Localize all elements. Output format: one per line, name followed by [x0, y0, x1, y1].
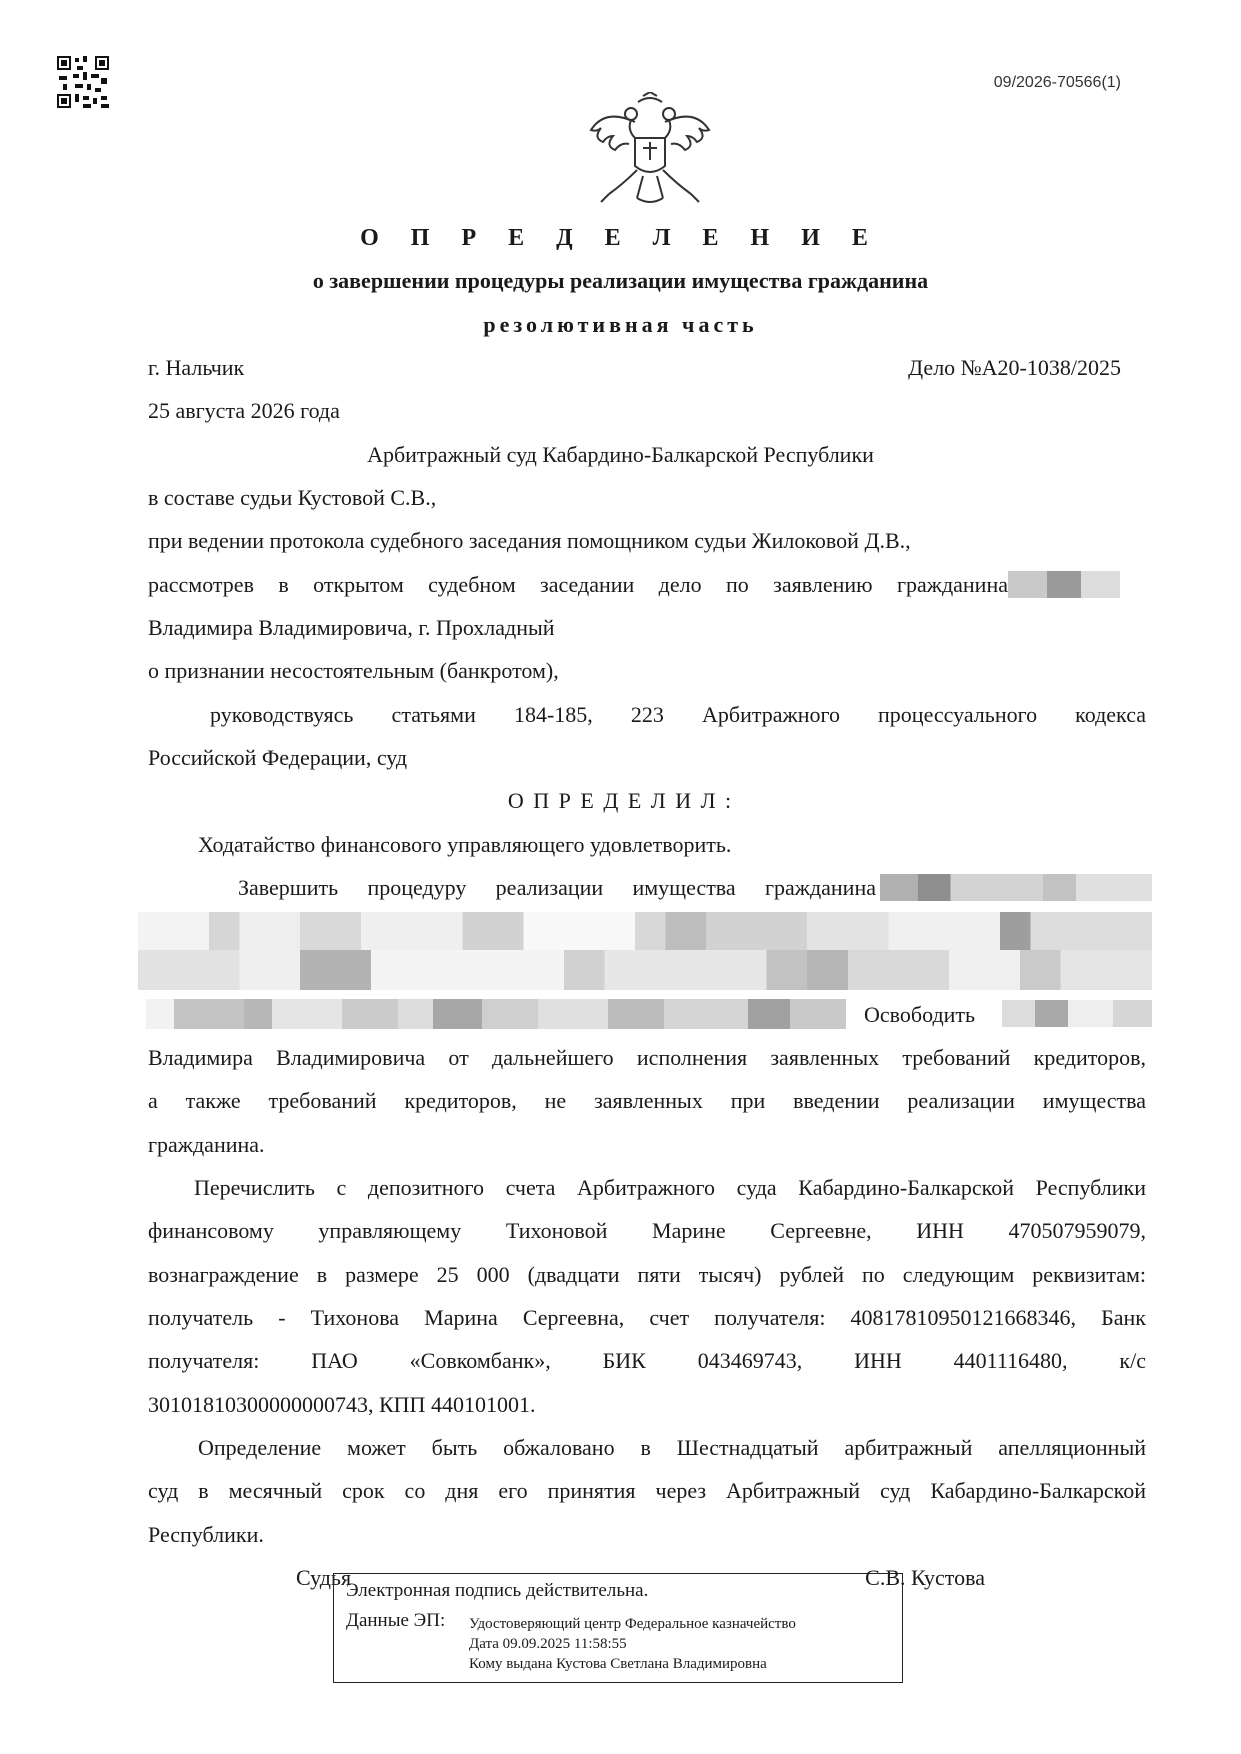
signature-date: Дата 09.09.2025 11:58:55	[469, 1636, 627, 1652]
certificate-center: Удостоверяющий центр Федеральное казначейство	[469, 1616, 796, 1632]
document-subtitle: о завершении процедуры реализации имущества гражданина	[312, 268, 929, 293]
case-line-text: рассмотрев в открытом судебном заседании дело по заявлению гражданина	[148, 572, 1008, 597]
city: г. Нальчик	[148, 355, 245, 380]
redacted-name-2	[1002, 1000, 1152, 1027]
resolution-heading: резолютивная часть	[483, 312, 758, 337]
court-name: Арбитражный суд Кабардино-Балкарской Республики	[367, 442, 874, 467]
decision-date: 25 августа 2026 года	[148, 398, 340, 423]
transfer-line-4	[148, 1304, 1146, 1332]
applicant-line: Владимира Владимировича, г. Прохладный	[148, 615, 555, 640]
signature-owner: Кому выдана Кустова Светлана Владимировна	[469, 1656, 767, 1672]
case-number: Дело №А20-1038/2025	[908, 355, 1121, 380]
petition-line: Ходатайство финансового управляющего удовлетворить.	[198, 832, 732, 857]
bankruptcy-line: о признании несостоятельным (банкротом),	[148, 658, 559, 683]
release-word: Освободить	[864, 1002, 976, 1027]
statutes-line	[210, 701, 1146, 729]
redacted-surname	[1008, 571, 1120, 598]
release-line-2	[148, 1087, 1146, 1115]
judge-name: С.В. Кустова	[865, 1565, 985, 1590]
transfer-line-1	[194, 1174, 1146, 1202]
judge-role: Судья	[296, 1565, 352, 1590]
redacted-block-1	[138, 912, 1152, 952]
transfer-line-5	[148, 1347, 1146, 1375]
release-line-3: гражданина.	[148, 1132, 265, 1157]
signature-data-label: Данные ЭП:	[346, 1610, 446, 1631]
transfer-line-3-text: вознаграждение в размере 25 000 (двадцати пяти тысяч) рублей по следующим реквизитам:	[148, 1262, 1146, 1287]
transfer-line-2-text: финансовому управляющему Тихоновой Марине Сергеевне, ИНН 470507959079,	[148, 1218, 1146, 1243]
transfer-line-2	[148, 1217, 1146, 1245]
redacted-block-2	[138, 950, 1152, 990]
complete-line	[238, 874, 876, 902]
transfer-line-3	[148, 1261, 1146, 1289]
statutes-line-text: руководствуясь статьями 184-185, 223 Арбитражного процессуального кодекса	[210, 702, 1146, 727]
transfer-line-6: 30101810300000000743, КПП 440101001.	[148, 1392, 536, 1417]
ruling-heading: О П Р Е Д Е Л И Л :	[507, 788, 734, 813]
document-number: 09/2026-70566(1)	[993, 74, 1121, 91]
release-line-1-text: Владимира Владимировича от дальнейшего исполнения заявленных требований кредиторов,	[148, 1045, 1146, 1070]
statutes-line-end: Российской Федерации, суд	[148, 745, 408, 770]
signature-details	[469, 1614, 796, 1674]
document-title: О П Р Е Д Е Л Е Н И Е	[360, 225, 881, 251]
redacted-name-1	[880, 874, 1152, 901]
appeal-line-3: Республики.	[148, 1522, 264, 1547]
appeal-line-1	[198, 1434, 1146, 1462]
coat-of-arms-icon	[585, 92, 715, 212]
case-line	[148, 571, 1008, 599]
appeal-line-1-text: Определение может быть обжаловано в Шестнадцатый арбитражный апелляционный	[198, 1435, 1146, 1460]
release-line-1	[148, 1044, 1146, 1072]
electronic-signature-stamp	[333, 1573, 903, 1683]
release-line-2-text: а также требований кредиторов, не заявленных при введении реализации имущества	[148, 1088, 1146, 1113]
transfer-line-5-text: получателя: ПАО «Совкомбанк», БИК 043469743, ИНН 4401116480, к/с	[148, 1348, 1146, 1373]
redacted-block-3	[146, 999, 846, 1029]
transfer-line-4-text: получатель - Тихонова Марина Сергеевна, счет получателя: 40817810950121668346, Банк	[148, 1305, 1146, 1330]
transfer-line-1-text: Перечислить с депозитного счета Арбитражного суда Кабардино-Балкарской Республики	[194, 1175, 1146, 1200]
protocol-line: при ведении протокола судебного заседания помощником судьи Жилоковой Д.В.,	[148, 528, 911, 553]
appeal-line-2-text: суд в месячный срок со дня его принятия через Арбитражный суд Кабардино-Балкарской	[148, 1478, 1146, 1503]
judge-line: в составе судьи Кустовой С.В.,	[148, 485, 437, 510]
signature-valid: Электронная подпись действительна.	[346, 1580, 649, 1601]
appeal-line-2	[148, 1477, 1146, 1505]
complete-line-text: Завершить процедуру реализации имущества гражданина	[238, 875, 876, 900]
qr-code-icon	[57, 56, 109, 108]
